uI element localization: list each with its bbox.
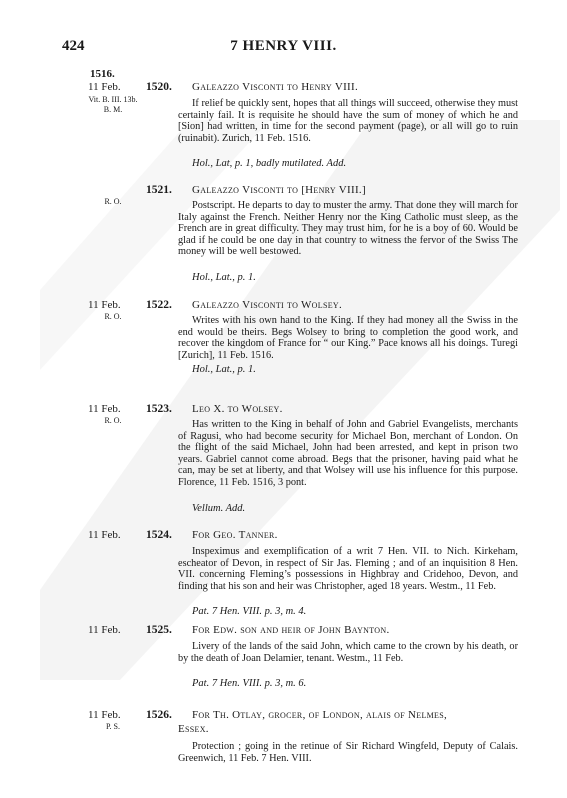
- entry-citation: Hol., Lat., p. 1.: [192, 272, 256, 283]
- entry-citation: Hol., Lat., p. 1.: [192, 364, 256, 375]
- entry-refs: [82, 95, 144, 115]
- entry-body: Postscript. He departs to day to muster the army. That done they will march for Italy against the French. Neither Henry nor the King Catholic must sleep, as the French are in great difficulty. They may trust him, for he is a boy of 60. Would be glad if he could be one day in that country to witness the fervor of the Swiss The money will be well bestowed.: [178, 200, 518, 258]
- entry-refs: [82, 722, 144, 732]
- entry-number: 1520.: [146, 81, 172, 93]
- entry-date: 11 Feb.: [88, 299, 121, 311]
- entry-title-continued: Essex.: [178, 723, 209, 735]
- entry-date: 11 Feb.: [88, 624, 121, 636]
- entry-number: 1525.: [146, 624, 172, 636]
- entry-citation: Pat. 7 Hen. VIII. p. 3, m. 4.: [192, 606, 307, 617]
- page-number: 424: [62, 38, 85, 54]
- ref: R. O.: [104, 312, 122, 321]
- page-header: [0, 38, 567, 60]
- entry-number: 1521.: [146, 184, 172, 196]
- entry-number: 1526.: [146, 709, 172, 721]
- entry-body: If relief be quickly sent, hopes that all things will succeed, otherwise they must certainly fail. It is requisite he should have the sum of money of which he and [Sion] had written, in time for the second payment (page), or all will go to ruin (ruinabit). Zurich, 11 Feb. 1516.: [178, 98, 518, 144]
- ref: B. M.: [103, 105, 123, 114]
- entry-title: For Geo. Tanner.: [192, 529, 278, 541]
- entry-number: 1524.: [146, 529, 172, 541]
- entry-title: For Edw. son and heir of John Baynton.: [192, 624, 390, 636]
- ref: P. S.: [105, 722, 120, 731]
- running-head: 7 HENRY VIII.: [230, 38, 337, 54]
- entry-refs: [82, 312, 144, 322]
- entry-citation: Hol., Lat, p. 1, badly mutilated. Add.: [192, 158, 347, 169]
- entry-body: Protection ; going in the retinue of Sir Richard Wingfeld, Deputy of Calais. Greenwich, 11 Feb. 7 Hen. VIII.: [178, 741, 518, 764]
- entry-body: Writes with his own hand to the King. If they had money all the Swiss in the end would be theirs. Begs Wolsey to bring to completion the good work, and recover the kingdom of France for “ our King.” Pace knows all his doings. Turegi [Zurich], 11 Feb. 1516.: [178, 315, 518, 361]
- entry-date: 11 Feb.: [88, 709, 121, 721]
- ref: R. O.: [104, 416, 122, 425]
- entry-date: 11 Feb.: [88, 403, 121, 415]
- entry-title: Galeazzo Visconti to Wolsey.: [192, 299, 343, 311]
- entry-body: Livery of the lands of the said John, which came to the crown by his death, or by the death of Joan Delamier, tenant. Westm., 11 Feb.: [178, 641, 518, 664]
- entry-number: 1522.: [146, 299, 172, 311]
- entry-date: 11 Feb.: [88, 81, 121, 93]
- entry-number: 1523.: [146, 403, 172, 415]
- entry-refs: [82, 197, 144, 207]
- ref: R. O.: [104, 197, 122, 206]
- entry-citation: Vellum. Add.: [192, 503, 246, 514]
- entry-date: 11 Feb.: [88, 529, 121, 541]
- ref: Vit. B. III. 13b.: [88, 95, 138, 104]
- entry-body: Inspeximus and exemplification of a writ 7 Hen. VII. to Nich. Kirkeham, escheator of Devon, in respect of Sir Jas. Fleming ; and of an inquisition 8 Hen. VII. concerning Fleming’s possessions in Highbray and Cridehoo, Devon, and finding that his son and heir was Christopher, aged 18 years. Westm., 11 Feb.: [178, 546, 518, 592]
- entry-citation: Pat. 7 Hen. VIII. p. 3, m. 6.: [192, 678, 307, 689]
- entry-title: Galeazzo Visconti to Henry VIII.: [192, 81, 359, 93]
- entry-refs: [82, 416, 144, 426]
- year-label: 1516.: [90, 68, 115, 80]
- entry-body: Has written to the King in behalf of John and Gabriel Evangelists, merchants of Ragusi, who had become security for Michael Bon, merchant of London. On the flight of the said Michael, John had been arrested, and kept in prison two years. Gabriel cannot come abroad. Begs that the prisoner, having paid what he can, may be set at liberty, and that Wolsey will use his influence for this purpose. Florence, 11 Feb. 1516, 3 pont.: [178, 419, 518, 488]
- entry-title: Leo X. to Wolsey.: [192, 403, 283, 415]
- entry-title: For Th. Otlay, grocer, of London, alais of Nelmes,: [192, 709, 448, 721]
- entry-title: Galeazzo Visconti to [Henry VIII.]: [192, 184, 366, 196]
